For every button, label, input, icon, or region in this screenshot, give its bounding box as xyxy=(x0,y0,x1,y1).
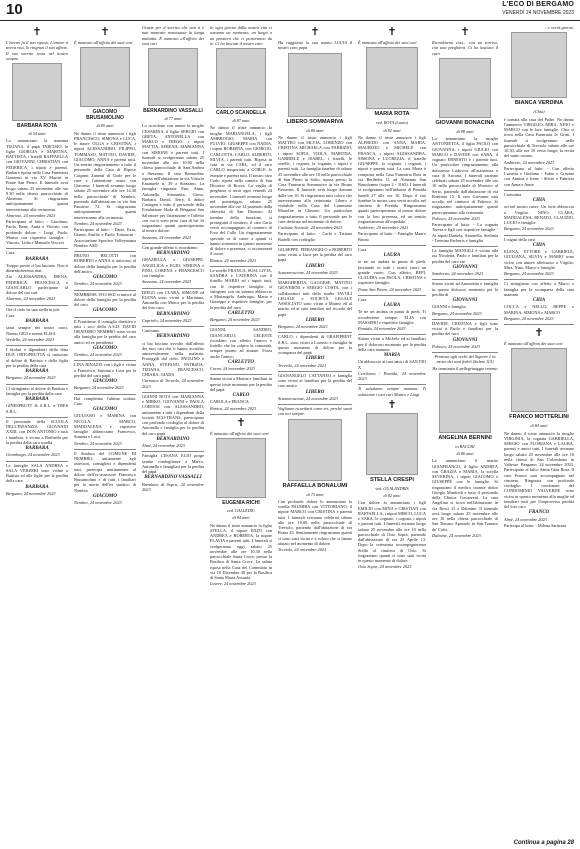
participants: Partecipano al lutto: - Giordano, Paola, Bene, Anna e Vittorio con profondo dolore - Luigi, Paola, Marisa con rispettive famiglie - Vittorio, Lidia e Manuela Vescovi xyxy=(6,219,68,249)
participants: Partecipano al lutto: - Famiglia Mauro Bruno xyxy=(358,231,426,246)
intro: È mancato all'affetto dei suoi cari xyxy=(210,430,269,436)
cross-icon: ✝ xyxy=(236,416,246,429)
deceased-name: BERNARDINO VASSALLI xyxy=(143,108,203,114)
condolence-body: Ti salutiamo sempre mamma. Ti salutiamo i tuoi cari Matteo e Luigi xyxy=(358,386,426,397)
condolence-name: BARBARA xyxy=(25,256,49,262)
deceased-name: EUGENIA RICHI xyxy=(222,500,260,506)
condolence-date: Treviolo, 24 novembre 2023 xyxy=(278,363,352,372)
condolence-name: CHIA xyxy=(532,242,546,248)
condolence-body: Te ne sei andata in punta di piedi. Ti ricorderemo sempre. ELIA con MASSIMO e rispettive famiglie. xyxy=(358,309,426,325)
deceased-age: di 84 anni xyxy=(530,423,548,429)
condolence-body: sarai sempre nei nostri cuori. Nonno GIGI e nonna ELISA xyxy=(6,325,68,336)
condolence-body: I cugini della cara xyxy=(504,236,535,242)
notice-body: Ne danno il triste annuncio i figli MATTEO con SILVIA, LORENZO con CRISTINA MICHAELA con FABRIZIO, i nipoti SOFIA, VIOLA, MARTINA, GABRIELE e ISABEL, i fratelli, le sorelle, i cognati, le cognate, i nipoti e parenti tutti. La famiglia funebre di sabato 25 novembre alle ore 10 nella parrocchiale di San Pietro in Solto, riposa presso la Casa Funeraria Sommariva in via Bruno Passerini. Il funerale avrà luogo domani dalle ore 10. Si ringraziano tutti coloro che interverranno alla cerimonia. Libero e visitabile nella Casa del Commiato Monolite in Clusone. Un particolare ringraziamento a tutto il personale per le cure dedicate nel momento di dolore. xyxy=(278,134,352,224)
condolence-text: Troppo presto ci hai lasciato. Non ti dimenticheremo mai. xyxy=(6,262,68,273)
notice-body: Lo annunciano la moglie ANTONIETTA, il figlio PAOLO con GIOVANNA, i nipoti GIULIO con MARCO e DAVIDE con SARA, il cognato ERNESTO e i parenti tutti. Un particolare ringraziamento alla dottoressa Ludovica all'assistenza e cura di Ancona. I funerali saranno celebrati sabato 25 novembre alle ore 10 nella parrocchiale di Mornico al Serio, partendo dall'abitazione di via Bonfanti 15. Il caro Giovanni sarà accolto nel cimitero di Palosco. Si ringraziano anticipatamente quanti parteciperanno alla cerimonia. xyxy=(432,136,498,215)
condolence-body: Siamo vicini ad Antonietta e famiglia in questo doloroso momento per la perdita di xyxy=(432,281,498,297)
issue-date: VENERDÌ 24 NOVEMBRE 2023 xyxy=(502,10,574,16)
condolence-to: Cara xyxy=(6,250,15,256)
notice-date: Ranica, 24 novembre 2023 xyxy=(210,258,272,267)
deceased-name: MARIA ROTA xyxy=(374,111,410,118)
condolence-name: BERNARDINO xyxy=(156,334,190,340)
condolence-name: LIBERO xyxy=(305,356,325,362)
notice-date: Nembro, 24 novembre 2023 xyxy=(74,220,122,226)
portrait-photo xyxy=(288,53,342,117)
deceased-age: di 54 anni xyxy=(28,131,46,136)
condolence-date: Capriolo, 24 novembre 2023 xyxy=(142,318,204,327)
column-7 xyxy=(432,24,498,836)
cross-icon: ✝ xyxy=(387,26,397,38)
condolence-name: BERNARDINO xyxy=(156,251,190,256)
portrait-photo xyxy=(288,419,342,481)
cross-icon: ✝ xyxy=(310,26,320,38)
participants: Partecipano al lutto: - Con affetto Luisetta e Giuliana - Fabio e Cristina con Annina e Irene - Silvio e Fabrizio con Anna e Anna xyxy=(504,166,574,191)
masthead xyxy=(502,1,574,17)
condolence-name: BARBARA xyxy=(25,397,49,402)
condolence-name: CARLETTO xyxy=(227,359,255,365)
condolence-body: Le famiglie SALA ANDREA e SALA VERZERI sono vicine a Battista ed alle figlie per la perdita della cara xyxy=(6,462,68,484)
condolence-name: GIACOMO xyxy=(93,407,117,412)
condolence-date: Bergamo, 24 novembre 2023 xyxy=(6,375,68,384)
deceased-name: LIBERO SOMMARIVA xyxy=(286,118,344,125)
column-5 xyxy=(278,24,352,836)
condolence-body: Le sorelle FRANCA, SUSI, LIVIA, SANDRA e CATERINA con il fratello MARIO ed i nipoti tutti, con le rispettive famiglie, si stringono con un intenso abbraccio a Mariangela, Ambrogio, Maria e Giuseppe e rispettive famiglie, per la perdita del caro xyxy=(210,267,272,310)
condolence-text: Ora il cielo ha una stella in più. xyxy=(6,306,60,312)
condolence-name: BERNARDINO xyxy=(156,436,190,442)
condolence-name: LAURA xyxy=(383,253,401,258)
condolence-name: CHIA xyxy=(532,298,546,303)
column-2 xyxy=(74,24,136,836)
condolence-body: GIANANGELO CATTANEO e famiglia sono vicini ai familiari per la perdita del caro amico xyxy=(278,372,352,389)
deceased-name: CARLO SCANDELLA xyxy=(216,110,266,116)
condolence-name: GIACOMO xyxy=(93,379,117,384)
intro: È mancato all'affetto dei suoi cari xyxy=(74,40,133,45)
condolence-body: BRUNO BELOTTI con ROBERTO e ANNA si uniscono al dolore della famiglia per la perdita dell'amico xyxy=(74,253,136,274)
verse: ...e verrà giorno. xyxy=(544,25,574,30)
condolence-text: Carissima xyxy=(504,191,522,197)
page-header xyxy=(0,0,580,21)
condolence-from: COCCA e NELLO, BEPPE e MARINA, SIMONA e MARCO xyxy=(504,304,574,315)
portrait-photo xyxy=(80,47,130,107)
portrait-photo xyxy=(439,58,491,118)
condolence-date: Bergamo, 24 novembre 2023 xyxy=(504,316,574,325)
notice-date: Ambivere, 24 novembre 2023 xyxy=(504,159,555,165)
cross-icon: ✝ xyxy=(460,26,470,38)
condolence-name: LIBERO xyxy=(305,263,325,269)
intro: Ha raggiunto la sua amata LUCIA il nostro caro papà xyxy=(278,40,352,51)
deceased-age: di 82 anni xyxy=(383,493,401,498)
condolence-name: GIOVANNI xyxy=(452,298,478,303)
condolence-body: GIUSEPPE, PIERANGELO e ROBERTO sono vicini a Luca per la perdita del caro papà xyxy=(278,246,352,263)
condolence-name: LIBERO xyxy=(305,389,325,395)
condolence-date: Bergamo, 24 novembre 2023 xyxy=(504,271,574,280)
condolence-date: Bergamo, 24 novembre 2023 xyxy=(278,324,352,333)
condolence-date: Cerchiara - Pontida, 24 novembre 2023 xyxy=(358,371,426,386)
condolence-from: CAROLA e FRANCA xyxy=(210,399,249,405)
condolence-to: Cara xyxy=(358,246,367,252)
condolence-from: GIANNI e famiglia xyxy=(432,304,466,310)
notice-body: Con dolore lo annunciano i figli EMILIO con MINA e CRISTIAN con RAFFAELLA, i nipoti MIRCO, LUCA e SARA, le cognate, i cognati, i nipoti e parenti tutti. I funerali avranno luogo sabato 25 novembre alle ore 10 nella parrocchiale di Osio Sopra, partendo dall'abitazione di via 25 Aprile 13. Dopo la cerimonia accompagneremo Stella al cimitero di Osio. Si ringraziano quanti ci sono stati vicini in questo momento di dolore. xyxy=(358,500,426,563)
cross-icon: ✝ xyxy=(32,26,42,38)
deceased-surname: ved. GUALANDRIS xyxy=(375,485,409,491)
condolence-body: Famiglia CESANA ELIO porge sentite condoglianze a Marco, Antonella e famigliari per la perdita del papà xyxy=(142,453,204,474)
condolence-date: Curnasco di Treviolo, 24 novembre 2023 xyxy=(142,378,204,393)
deceased-age: di 86 anni xyxy=(456,451,474,456)
deceased-age: di 94 anni xyxy=(232,515,250,521)
condolence-from: GINESPRUTT & S.R.L. e TRES S.R.L. xyxy=(6,403,68,418)
condolence-date: Verdello, 24 novembre 2023 xyxy=(6,337,68,346)
condolence-name: BARBARA xyxy=(25,319,49,324)
condolence-body: Ci stringiamo con affetto a Marco e famiglia per la scomparsa della cara mamma xyxy=(504,281,574,297)
notice-date: Dalmine, 24 novembre 2023 xyxy=(432,532,481,538)
condolence-name: LAURA xyxy=(383,303,401,308)
portrait-photo xyxy=(366,413,418,475)
condolence-name: GIACOMO xyxy=(93,493,117,499)
portrait-photo xyxy=(216,48,266,108)
deceased-nickname: (Chia) xyxy=(533,109,545,115)
deceased-name: BIANCA VERDINA xyxy=(514,100,564,107)
deceased-age: di 88 anni xyxy=(456,128,474,134)
intro: È mancato all'affetto dei suoi cari xyxy=(504,341,563,346)
condolence-body: DAVIDE, CRISTINA e figli sono vicini a Paolo e familiari per la perdita del caro xyxy=(432,320,498,337)
condolence-date: Scanzorosciate, 24 novembre 2023 xyxy=(278,270,352,279)
verse: Preziosa agli occhi del Signore è la morte dei suoi fedeli (Salmo 115) xyxy=(434,354,496,365)
notice-date: Lovere, 24 novembre 2023 xyxy=(210,581,256,587)
condolence-body: CARLO, i dipendenti di GRAFIPRINT S.R.L. sono vicini a Lorenzo e famiglia in questo momento di dolore per la scomparsa del papà xyxy=(278,334,352,355)
participants: Partecipano al lutto: - Dario, Ezio, Gianni, Emilio e Paolo Tomasoni - Associazione Sportiva Volleymania Nembro ASD xyxy=(74,227,136,252)
condolence-name: BARBARA xyxy=(25,369,49,374)
notice-date: Almenno, 24 novembre 2023 xyxy=(6,212,56,218)
condolence-body: Siamo vicini a Michele ed ai familiari per il doloroso momento per la perdita della cara mamma xyxy=(358,336,426,352)
deceased-surname: ved. ROTA (Laura) xyxy=(375,120,409,126)
condolence-date: Almenno, 24 novembre 2023 xyxy=(6,296,68,305)
condolence-name: GIOVANNI xyxy=(452,264,478,270)
condolence-name: CHIA xyxy=(532,198,546,203)
condolence-date: Bergamo, 24 novembre 2023 xyxy=(432,311,498,320)
participants: Partecipa al lutto: - Milena Sartirani xyxy=(504,522,566,528)
column-4 xyxy=(210,24,272,836)
notice-date: Castione Sorisole, 24 novembre 2023 xyxy=(278,225,343,230)
cross-icon: ✝ xyxy=(387,398,397,411)
condolence-from: ELENA, ETTORE e GABRIELE, GIULIANA, SILVIA e MARIO sono vicini con amore affettuoso a Virgilio, Mira, Nino, Marco e famiglie. xyxy=(504,249,574,270)
condolence-body: te ne sei andata in punta di piedi, lasciando in tutti i nostri cuori un grande vuoto. Con affetto, BEPI, CLAUDIA con PAOLA, CRISTINA e rispettive famiglie. xyxy=(358,259,426,286)
condolence-body: Il Presidente, il consiglio direttivo e tutti i soci della A.S.D. DAVID ORATORIO NEMBRO sono vicini alla famiglia per la perdita del caro amico ed ex presidente xyxy=(74,318,136,345)
portrait-photo xyxy=(511,348,567,412)
condolence-body: La famiglia MANGILI è vicina alla zia Nicoletta, Paolo e familiari per la perdita del caro zio xyxy=(432,248,498,264)
notice-date: Ambivere, 24 novembre 2023 xyxy=(358,225,409,230)
condolence-body: Con grande affetto ti ricordiamo xyxy=(142,244,198,250)
condolence-date: Bergamo, 24 novembre 2023 xyxy=(504,226,574,235)
deceased-name: ANGELINA BERNINI xyxy=(438,434,492,441)
notice-body: Lo ricordano con amore la moglie CESARINA, il figlio SERGIO con GRETA, ANTONELLA con MARCO e DIEGO, i nipoti MATTIA, SERENA, MARIANNA con SIMONE e parenti tutti. I funerali si svolgeranno sabato 25 novembre alle ore 10.00 nella chiesa parrocchiale di Sant'Andrea a Stezzano. Il caro Bernardino riposa nell'abitazione in via Vittorio Emanuele n. 39 a Stezzano. La famiglia ringrazia Ena, Anna, Antonella, Simonetta, Gioso, Barbara, David, Terry, il dottor Castagna e tutto il personale della Fondazione Hoda di Bérgamo San Salvatore per l'attenzione e l'affetto con cui si sono presi cura di lui. Si ringraziano quanti parteciperanno al nostro dolore. xyxy=(142,123,204,234)
column-8 xyxy=(504,24,574,824)
notice-date: Almè, 24 novembre 2023 xyxy=(504,516,547,522)
deceased-name: RAFFAELLA BONALUMI xyxy=(282,482,348,489)
condolence-from: Zia ALESSANDRA, IRENA, FEDERICA, FRANCESCA e GIANCARLO partecipano al dolore del tuo cari. xyxy=(6,274,68,295)
portrait-photo xyxy=(148,48,198,106)
deceased-age: di 85 anni xyxy=(96,123,114,129)
notice-body: Ne danno il triste annuncio i figli ALFREDO con ANNA MARIA, MAURIZIO e MICHELE con FRANCA, i nipoti ALESSANDRA, SIMONA e LUCREZIA, il fratello GIUSEPPE, la cognata, i cognati, i nipoti e parenti tutti. La cara Maria è composta nella Casa Funeraria Rota in via Berthelot 11 ad Almenno San Bartolomeo (sopra 2 - 3165). I funerali si svolgeranno nell'abbazia di Pontida lunedì 27 alle ore 10. Dopo il rito funebre la nostra cara verrà accolta nel cimitero di Pontida. Ringraziamo quanti parteciperanno al nostro dolore con la loro presenza, ed un sentito ringraziamento all'ospedale. xyxy=(358,134,426,224)
condolence-date: Nembro, 24 novembre 2023 xyxy=(74,500,122,505)
condolence-body: NEMBRESE 1913 SSD si unisce al dolore della famiglia per la perdita del caro xyxy=(74,291,136,307)
portrait-photo xyxy=(216,438,266,498)
cross-icon: ✝ xyxy=(100,26,110,38)
condolence-date: Bergamo, 24 novembre 2023 xyxy=(210,317,272,326)
verse: Vogliamo ricordarti come eri, perché sarai con noi sempre. xyxy=(278,406,352,417)
condolence-date: Ponte San Pietro, 24 novembre 2023 xyxy=(358,287,426,296)
condolence-date: Nembro, 24 novembre 2023 xyxy=(74,441,136,450)
intro: Grazie per il sorriso che non ti è mai mancato nonostante la lunga malattia. È mancato all'affetto dei suoi cari xyxy=(142,25,204,46)
condolence-name: GIACOMO xyxy=(74,308,136,317)
portrait-photo xyxy=(511,32,567,98)
participants: Partecipano al lutto: - La cognata Teresa e figli con rispettive famiglie - Ai nipoti Daniela, Antonella, Stefania - Teresina Facheris e famiglia xyxy=(432,222,498,247)
notice-body: è tornata alla casa del Padre. Ne danno l'annuncio VIRGILIO, MIRA, NINO e MARCO con le loro famiglie. Chia si trova nella Casa Funeraria Iv Gritti. I funerali si svolgeranno nella parrocchiale di Treviolo sabato alle ore 10.30, alle ore 10 verso luogo; la recita del santo rosario. xyxy=(504,116,574,159)
cross-icon: ✝ xyxy=(534,327,544,339)
condolence-to: Cara xyxy=(6,312,15,318)
condolence-body: Il Sindaco del COMUNE DI NEMBRO, unitamente agli assessori, consiglieri e dipendenti tutti, partecipa sentitamente al dolore dell'ex-assessore Francesco Brusamolino e di tutti i familiari per la morte dell'ex sindaco di Nembro xyxy=(74,450,136,493)
column-3 xyxy=(142,24,204,836)
condolence-body: MARGHERITA, GAGGESE, MATTEO GIOVEBINI e SERGIO COSTA, con i collaboratori tutti dello studio TAVOLI LEGALE e SOCIETÀ LEGALE ASSOCIATO sono vicini a Matteo ed al marito ed ai suoi familiari nel ricordo del papà xyxy=(278,280,352,317)
condolence-to: Cara xyxy=(358,296,367,302)
condolence-name: BARBARA xyxy=(25,446,49,451)
condolence-name: BERNARDINO VASSALLI xyxy=(144,475,202,481)
notice-body: La annunciano il marito GIANFRANCO, il figlio ANDREA con GRAZIA e MARIA, la sorella SEVERINA, i nipoti GIACOMO e GIUSEPPE con le famiglie. Si ringraziano il medico curante dottor Giorgio Manfredi e tutto il personale della Clinica Gavazzeni. La cara Angelina si trova nell'abitazione in via Rossi 15 a Dalmine. Il funerale avrà luogo sabato 25 novembre alle ore 10 nella chiesa parrocchiale di San Tomaso Apostolo in San Tomaso de' Calvi. xyxy=(432,458,498,532)
condolence-date: Almè, 24 novembre 2023 xyxy=(142,443,204,452)
continue-link[interactable]: Continua a pagina 28 xyxy=(513,840,574,846)
condolence-text: Carissimo xyxy=(142,328,160,333)
verse: In ogni giorno dalla nostra vita ci saranno un momento, un luogo o un pensiero che ci porteranno da te. Ci ha lasciati il nostro caro xyxy=(210,25,272,46)
notice-body: Ne danno il triste annuncio i figli FRANCESCO, SIMONA e LUCA, le nuore OLGA e CRISTINA, i nipoti ALESSANDRO, FILIPPO, TOMMASO, MATTEO, DAVIDE, GIACOMO, ANNA e parenti tutti. Un sentito ringraziamento a tutto il personale della Casa di Riposo Casprini Zanenti di Gorle per le cure e l'attenzione avute con Giacomo. I funerali avranno luogo sabato 25 novembre alle ore 14.30 nella parrocchiale di Nembro, partendo dall'abitazione in via San Faustino 72. Si ringraziano anticipatamente quanti interverranno alla cerimonia. xyxy=(74,130,136,220)
condolence-body: GIANNI ROTA con MARIANNA e MIRKO, GIOVANNI e PAOLA CORTESI con ALESSANDRO, unitamente a tutti i dipendenti della società ECO-TRANS, partecipano con profondo cordoglio al dolore di Antonella e famiglia per la perdita del caro papà xyxy=(142,393,204,436)
condolence-body: Hai completato l'ultima scalata. Ciao xyxy=(74,395,136,406)
notice-date: Palosco, 24 novembre 2023 xyxy=(432,215,480,221)
condolence-date: Sombreno, 24 novembre 2023 xyxy=(432,271,498,280)
condolence-date: Curno, 24 novembre 2023 xyxy=(210,366,272,375)
page-number: 10 xyxy=(6,1,23,18)
condolence-body: LINA RINAZZI con i figli è vicina a Francesco, Simona e Luca per la perdita del caro papà xyxy=(74,362,136,378)
condolence-date: Gromlongo, 24 novembre 2023 xyxy=(6,452,68,461)
deceased-surname: ved. GALLEDIU xyxy=(226,508,256,513)
condolence-name: BARBARA xyxy=(25,484,49,490)
portrait-photo xyxy=(366,47,418,109)
condolence-name: GIOVANNI xyxy=(452,337,478,343)
notice-body: Con profondo dolore lo annunciano la sorella PALMIRA con VITTORIANO, il nipote MARCO con CRISTINA e parenti tutti. I funerali verranno celebrati sabato alle ore 10.00 nella parrocchiale di Treviolo, partendo dall'abitazione di via Roma 43. Sentitamente ringraziamo quanti ci sono stati vicini e a coloro che ci hanno aiutato nel momento di dolore. xyxy=(278,498,352,546)
verse: L'eterno fa il suo riposo. L'amore ti aveva vita, lo ringrazi il suo affetto. Il suo sorriso resta nel nostro sempre. xyxy=(6,40,68,61)
verse: Ricordatemi così... con un sorriso, con una preghiera. Ci ha lasciato il caro xyxy=(432,40,498,56)
condolence-name: CARLO xyxy=(232,393,250,398)
deceased-surname: in BACCHI xyxy=(455,443,475,449)
condolence-body: sei nel nostro cuore. Un forte abbraccio a Virgilio. NINO, CLARA, MADDALENA, RENATO, CLAUDIO, LUCIO e famiglie. xyxy=(504,204,574,225)
notice-body: Ne danno il triste annuncio la moglie MARIANGELA, i figli AMBROGIO, MARIA con FULVIO, GIUSEPPE con NADIA, i nipoti ROBERTA, con GIORGIO, CARLOTTA, CARLO, ALBERTO, SILVIA, i parenti tutti. Riposa in casa in via CARL, ed il caro CARLO trasportato a GORLE, le esequie e parenti tutti. Il nostro caro Carlo riposa nella camera di San Dionisio di Rovea. La veglia di preghiera si terrà ogni venerdì 24 novembre. I funerali avranno luogo nel pomeriggio, sabato 25 novembre alle ore 14 partendo dalla chiesetta di San Dionisio. Al termine della funzione, si proseguirà il cimitero, il caro Carlo verrà accompagnato al cimitero di Foro del Colle. Un ringraziamento speciale va di cuore a quanti ci hanno sostenuto in questo momento di dolore e presenza, ci accarezzerà il cuore. xyxy=(210,125,272,257)
newspaper-name: L'ECO DI BERGAMO xyxy=(502,1,574,8)
notice-date: Osio Sopra, 24 novembre 2023 xyxy=(358,564,412,570)
condolence-name: LIBERO xyxy=(305,317,325,323)
portrait-photo xyxy=(439,373,491,433)
participants: Partecipano al lutto: - Carla e Tiziano Badelli con cordoglio xyxy=(278,231,352,246)
deceased-name: GIACOMO BRUSAMOLINO xyxy=(86,109,124,122)
condolence-body: Ci stringiamo al dolore di Battista e famiglia per la perdita della cara xyxy=(6,385,68,396)
condolence-body: DIEGO con CLARA, SIMONE ed ELENA sono vicini a Marianna, Antonella con Marco per la perdita del loro caro xyxy=(142,289,204,311)
condolence-body: Il personale della SCUOLA DELL'INFANZIA GIOVANNI XXIII, con DON ANTONIO e tutti i bambini, è vicino a Raffaella per la perdita della cara sorella xyxy=(6,418,68,445)
condolence-name: MARIA xyxy=(383,353,401,358)
condolence-date: Bergamo, 24 novembre 2023 xyxy=(6,490,56,496)
notice-body: Ne danno il triste annuncio la figlia STELLA, il nipote ENZO con ANDREA e ROBERTA, la nipote FLAVIA e parenti tutti. I funerali si svolgeranno oggi sabato 25 novembre alle ore 10.30 nella parrocchiale Santa Croce, presso la Basilica di Santa Croce. La salma riposa nella Casa del Commiato in via 10 Dicembre 40 per la Basilica di Santa Maria Assunta. xyxy=(210,522,272,580)
condolence-body: I titolari e dipendenti della ditta DUE ORTOFRUTTA si uniscono al dolore di Battista e della figlia per la perdita della cara xyxy=(6,347,68,368)
condolence-date: Palosco, 24 novembre 2023 xyxy=(432,344,498,353)
condolence-date: Stezzano, 24 novembre 2023 xyxy=(142,279,204,288)
condolence-date: Brembate di Sopra, 24 novembre 2023 xyxy=(142,481,204,492)
condolence-date: Scanzorosciate, 24 novembre 2023 xyxy=(278,396,352,405)
deceased-age: di 77 anni xyxy=(164,116,182,121)
column-1 xyxy=(6,24,68,836)
condolence-date: Ranica, 24 novembre 2023 xyxy=(210,406,272,415)
deceased-name: STELLA CRESPI xyxy=(370,476,414,483)
condolence-name: FRANCO xyxy=(528,510,550,516)
condolence-name: BERNARDINO xyxy=(156,311,190,317)
intro: Ha terminato il pellegrinaggio terreno xyxy=(432,365,498,371)
condolence-name: CARLETTO xyxy=(227,310,255,316)
deceased-age: di 87 anni xyxy=(232,118,250,123)
condolence-name: GIACOMO xyxy=(93,345,117,351)
condolence-date: Bergamo, 24 novembre 2023 xyxy=(74,385,136,394)
condolence-date: Pontida, 24 novembre 2023 xyxy=(358,326,426,335)
deceased-name: GIOVANNI BONACINA xyxy=(435,119,495,126)
condolence-from: GIULIANO e MARINA con NICOLA, MARCO, MADDALENA e rispettive famiglie abbracciano Francesco, Simona e Luca. xyxy=(74,413,136,440)
condolence-date: Nembro, 24 novembre 2023 xyxy=(74,281,136,290)
portrait-photo xyxy=(12,63,62,121)
condolence-name: GIACOMO xyxy=(93,275,117,280)
deceased-age: di 92 anni xyxy=(383,127,401,133)
condolence-from: Un abbraccio ai tuoi amici di SAN PIO X xyxy=(358,359,426,370)
condolence-body: Siamo vicini a Marina e familiari in questo triste momento per la perdita del papà xyxy=(210,376,272,392)
intro: È mancata all'affetto dei suoi cari xyxy=(358,40,417,45)
condolence-from: GRAZIELLA e GIUSEPPE, ANGELICA e EGIO, SIMONA e PINO, LORENA e FRANCESCO con famiglie. xyxy=(142,257,204,278)
notice-date: Treviolo, 24 novembre 2023 xyxy=(278,547,327,552)
deceased-age: di 80 anni xyxy=(306,127,324,133)
notice-body: Ne danno il triste annuncio la moglie VIRGINIA, la cognata GABRIELLA, SERGIO con FLORIANA e LAURA, parenti e amici tutti. I funerali avranno luogo sabato 25 novembre alle ore 10 nella chiesa di San Colombano in Valtesse. Bergamo, 24 novembre 2023. Partecipano al lutto: Santa Gina Rosa. Il caro Franco sarà accompagnato nel cimitero. Ringrazia con profondo cordoglio. I condomini del CONDOMINIO VALVERDE sono vicini in questo momento alla moglie ed familiari tutti per l'improvvisa perdita del loro caro xyxy=(504,430,574,509)
deceased-age: di 73 anni xyxy=(306,491,324,497)
condolence-date: Nembro, 24 novembre 2023 xyxy=(74,352,136,361)
condolence-body: ci hai lasciato avvolto dall'affetto dei tuoi cari che ti hanno accudito amorevolmente nella malattia. Protoggili dal cielo. PAOLINO e ANNA, STEFANO, PATRIZIA, TIZIANA, FRANCESCO, CHIARA, GIADA xyxy=(142,340,204,377)
notice-date: Stezzano, 24 novembre 2023 xyxy=(142,235,204,244)
deceased-name: BARBARA ROTA xyxy=(16,123,58,129)
notice-body: Lo annunciano la mamma TIZIANA, il papà TARCISIO, le figlie GIORGIA e MARTINA, BATTISTA, i fratelli RAFFAELLA con GIOVANNI, CHRISTIAN con FEDERICA, i nipoti e parenti. Barbara riposa nella Casa Funeraria Gonzenti in via XV Martiri in Ponte San Pietro. Il funerale avrà luogo sabato 25 novembre alle ore 9.30 nella chiesa parrocchiale di Almenno. Si ringraziano anticipatamente quanti interverranno alla cerimonia. xyxy=(6,138,68,212)
deceased-name: FRANCO MOTTERLINI xyxy=(509,414,569,421)
condolence-body: GIANNI, SANDRO, GIANCARLO, CELESTE ricordano con affetto l'amico e fratello che ha colpito la comunità, sempre pronto ad aiutare. Forza anche l'amico xyxy=(210,327,272,359)
column-6 xyxy=(358,24,426,836)
